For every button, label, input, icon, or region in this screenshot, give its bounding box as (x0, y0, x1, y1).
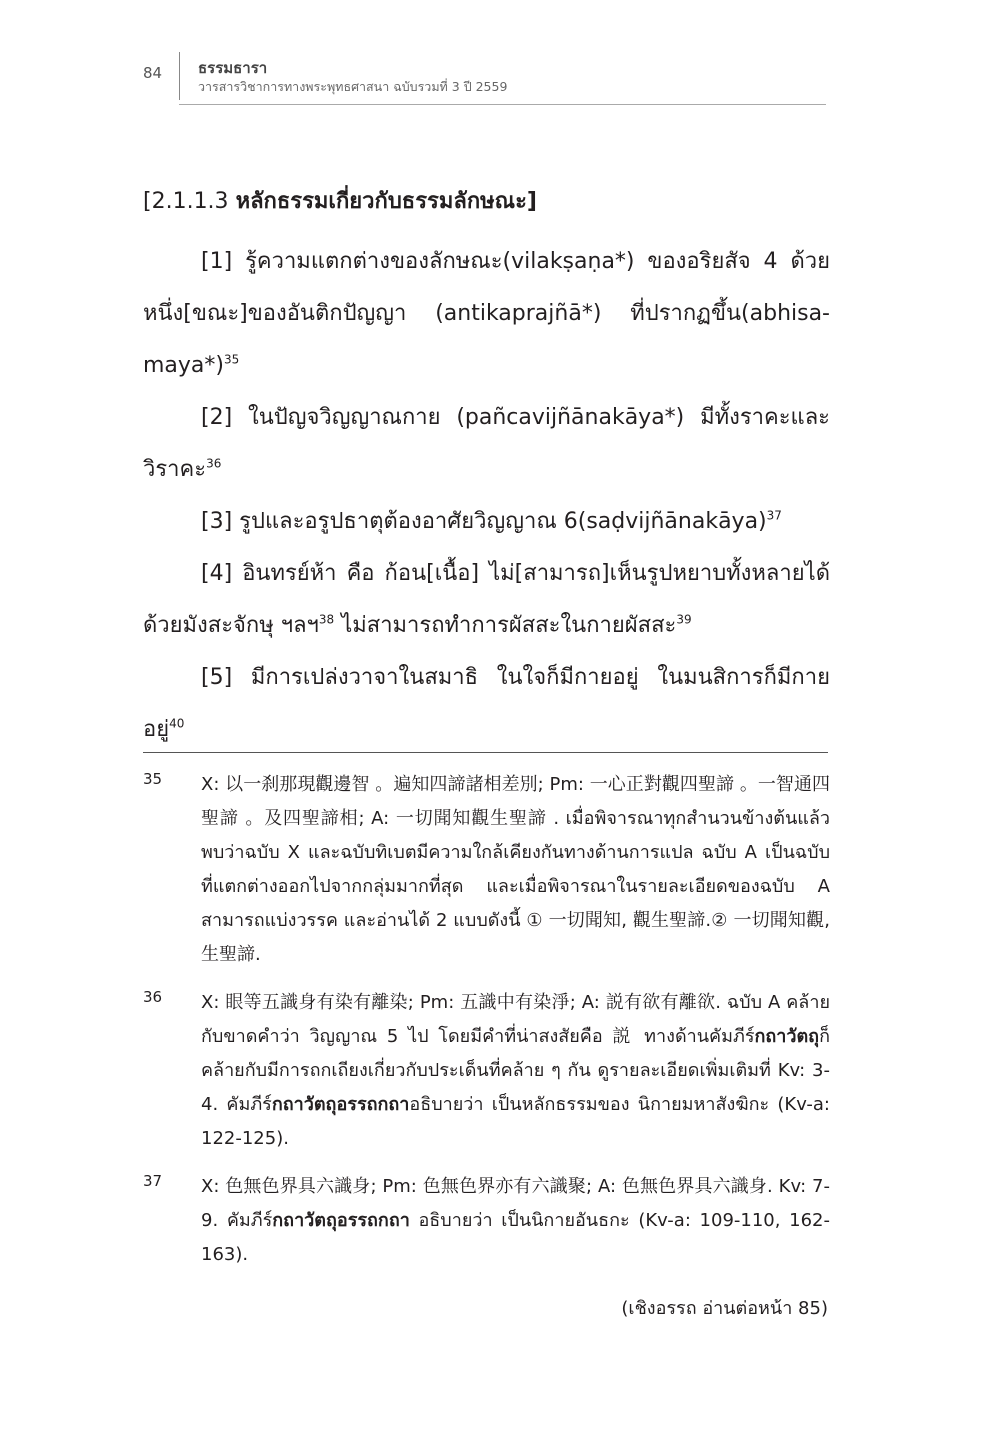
scripture-title: กถาวัตถุอรรถกถา (272, 1210, 410, 1231)
paragraph-2 (143, 392, 830, 496)
footnote-ref[interactable]: 39 (676, 612, 692, 627)
footnote-text-part: อธิบายว่า เป็นหลักธรรมของ นิกายมหาสังฆิกะ (Kv-a: 122-125). (201, 1094, 830, 1149)
paragraph-text: [3] รูปและอรูปธาตุต้องอาศัยวิญญาณ 6(saḍvijñānakāya) (201, 509, 767, 534)
paragraph-text: [1] รู้ความแตกต่างของลักษณะ(vilakṣaṇa*) ของอริยสัจ 4 ด้วยหนึ่ง[ขณะ]ของอันติกปัญญา (antikaprajñā*) ที่ปรากฏขึ้น(abhisa-maya*) (143, 249, 830, 378)
journal-subtitle: วารสารวิชาการทางพระพุทธศาสนา ฉบับรวมที่ 3 ปี 2559 (198, 79, 508, 94)
journal-name: ธรรมธารา (198, 59, 268, 77)
footnote-ref[interactable]: 37 (766, 508, 782, 523)
footnote-divider (143, 752, 828, 753)
scripture-title: กถาวัตถุ (754, 1026, 820, 1047)
page-number: 84 (143, 64, 163, 82)
footnote-ref[interactable]: 38 (318, 612, 335, 627)
footnote-number: 35 (143, 770, 163, 788)
footnote-ref[interactable]: 35 (224, 352, 240, 367)
section-heading (143, 180, 830, 224)
footnote-text-part: X: 眼等五識身有染有離染; Pm: 五識中有染淨; A: 説有欲有離欲. ฉบับ A คล้ายกับขาดคำว่า วิญญาณ 5 ไป โดยมีคำที่น่าสงสัยคือ 説 ทางด้านคัมภีร์ (201, 992, 830, 1047)
header-divider-vertical (179, 52, 180, 100)
footnote-36 (143, 986, 830, 1156)
footnote-ref[interactable]: 40 (169, 716, 185, 731)
footnote-35 (143, 768, 830, 972)
paragraph-text: [5] มีการเปล่งวาจาในสมาธิ ในใจก็มีกายอยู่ ในมนสิการก็มีกายอยู่ (143, 665, 830, 742)
footnote-ref[interactable]: 36 (206, 456, 222, 471)
paragraph-text: [4] อินทรย์ห้า คือ ก้อน[เนื้อ] ไม่[สามารถ]เห็นรูปหยาบทั้งหลายได้ด้วยมังสะจักษุ ฯลฯ (143, 561, 830, 638)
footnote-text (201, 1170, 830, 1272)
header-divider-horizontal (179, 104, 826, 105)
paragraph-5 (143, 652, 830, 756)
footnote-text-part: ก็คล้ายกับมีการถกเถียงเกี่ยวกับประเด็นที่คล้าย ๆ กัน ดูรายละเอียดเพิ่มเติมที่ Kv: 3-4. คัมภีร์ (201, 1026, 830, 1115)
footnote-text (201, 986, 830, 1156)
footnote-number: 37 (143, 1172, 163, 1190)
paragraph-4 (143, 548, 830, 652)
paragraph-1 (143, 236, 830, 392)
paragraph-text: [2] ในปัญจวิญญาณกาย (pañcavijñānakāya*) มีทั้งราคะและวิราคะ (143, 405, 830, 482)
scripture-title: กถาวัตถุอรรถกถา (271, 1094, 410, 1115)
footnote-37 (143, 1170, 830, 1272)
footnote-text-part: อธิบายว่า เป็นนิกายอันธกะ (Kv-a: 109-110, 162-163). (201, 1210, 830, 1265)
footnote-text: X: 以一刹那現觀邊智 。遍知四諦諸相差別; Pm: 一心正對觀四聖諦 。一智通四聖諦 。及四聖諦相; A: 一切聞知觀生聖諦 . เมื่อพิจารณาทุกสำนวนข้างต้นแล้ว พบว่าฉบับ X และฉบับทิเบตมีความใกล้เคียงกันทางด้านการแปล ฉบับ A เป็นฉบับที่แตกต่างออกไปจากกลุ่มมากที่สุด และเมื่อพิจารณาในรายละเอียดของฉบับ A สามารถแบ่งวรรค และอ่านได้ 2 แบบดังนี้ ① 一切聞知, 觀生聖諦.② 一切聞知觀, 生聖諦. (201, 774, 830, 965)
paragraph-3 (143, 496, 830, 548)
main-content (143, 180, 830, 756)
footnote-text-part: X: 色無色界具六識身; Pm: 色無色界亦有六識聚; A: 色無色界具六識身. Kv: 7- 9. คัมภีร์ (201, 1176, 830, 1231)
paragraph-text: ไม่สามารถทำการผัสสะในกายผัสสะ (334, 613, 677, 638)
footnotes-section (143, 768, 830, 1286)
section-number: [2.1.1.3 (143, 189, 229, 214)
footnote-continued-note: (เชิงอรรถ อ่านต่อหน้า 85) (621, 1298, 828, 1319)
page-header (0, 0, 1000, 110)
footnote-number: 36 (143, 988, 163, 1006)
section-title: หลักธรรมเกี่ยวกับธรรมลักษณะ] (235, 189, 537, 214)
